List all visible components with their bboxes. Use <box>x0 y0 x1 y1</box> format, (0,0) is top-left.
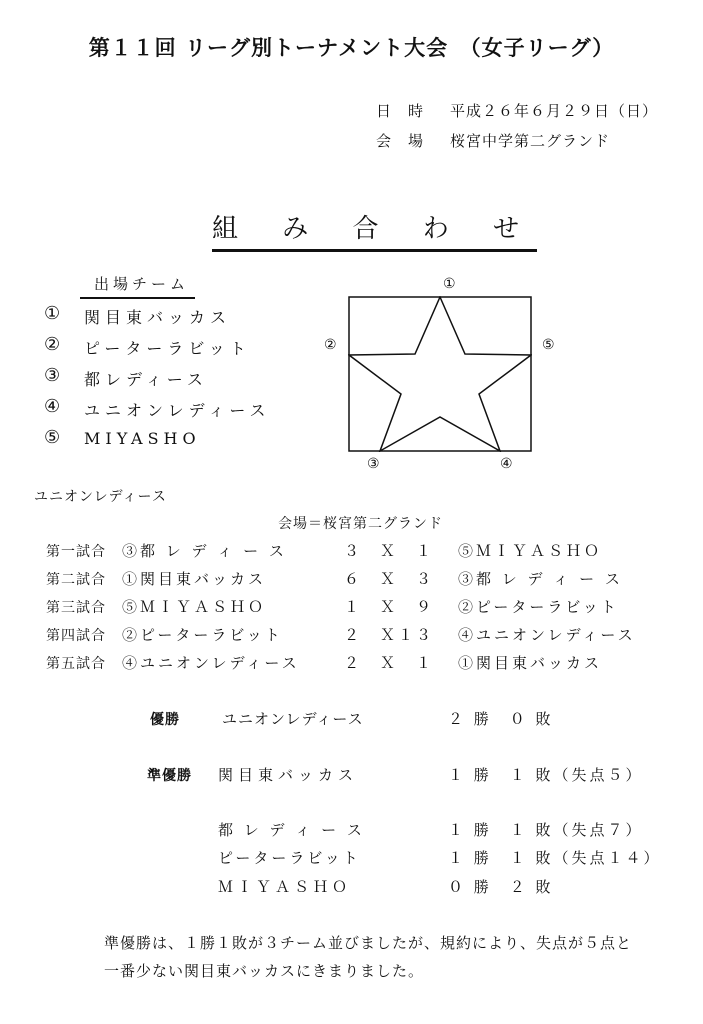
runner-up-team: 関目東バッカス <box>218 766 359 784</box>
winner-record: ２ 勝 ０ 敗 <box>448 710 554 728</box>
diagram-label-top: ① <box>443 276 456 292</box>
match-label: 第二試合 <box>46 572 106 588</box>
match-label: 第一試合 <box>46 544 106 560</box>
note-line-1: 準優勝は、１勝１敗が３チーム並びましたが、規約により、失点が５点と <box>104 934 633 952</box>
match-away: ④ユニオンレディース <box>458 626 636 644</box>
diagram-label-right: ⑤ <box>542 337 555 353</box>
match-away: ②ピーターラビット <box>458 598 619 616</box>
match-home: ②ピーターラビット <box>122 626 283 644</box>
standing-record: ０ 勝 ２ 敗 <box>448 878 554 896</box>
date-label: 日 時 <box>376 102 425 120</box>
venue-label: 会 場 <box>376 132 425 150</box>
league-name: ユニオンレディース <box>34 489 167 505</box>
match-home: ③都 レ デ ィ ー ス <box>122 542 287 560</box>
runner-up-record: １ 勝 １ 敗（失点５） <box>448 766 644 784</box>
standing-record: １ 勝 １ 敗（失点７） <box>448 821 644 839</box>
match-score: ６ Ｘ ３ <box>344 570 435 588</box>
winner-label: 優勝 <box>150 712 180 728</box>
runner-up-label: 準優勝 <box>147 768 192 784</box>
match-away: ①関目東バッカス <box>458 654 603 672</box>
match-home: ⑤ＭＩＹＡＳＨＯ <box>122 598 267 616</box>
match-score: ２ Ｘ１３ <box>344 626 435 644</box>
standing-record: １ 勝 １ 敗（失点１４） <box>448 849 662 867</box>
match-score: ２ Ｘ １ <box>344 654 435 672</box>
note-line-2: 一番少ない関目東バッカスにきまりました。 <box>104 962 425 980</box>
team-number: ⑤ <box>44 427 61 448</box>
team-name: 関目東バッカス <box>84 308 232 327</box>
match-home: ④ユニオンレディース <box>122 654 300 672</box>
standing-team: ピーターラビット <box>218 849 361 867</box>
diagram-label-bottom-right: ④ <box>500 456 513 472</box>
winner-team: ユニオンレディース <box>222 710 364 728</box>
match-label: 第五試合 <box>46 656 106 672</box>
page-title: 第１１回 リーグ別トーナメント大会 （女子リーグ） <box>88 36 615 60</box>
date-value: 平成２６年６月２９日（日） <box>450 102 659 120</box>
teams-title: 出場チーム <box>80 273 195 299</box>
match-label: 第三試合 <box>46 600 106 616</box>
standing-team: 都 レ デ ィ ー ス <box>218 821 365 839</box>
diagram-label-left: ② <box>324 337 337 353</box>
match-away: ⑤ＭＩＹＡＳＨＯ <box>458 542 603 560</box>
match-score: ３ Ｘ １ <box>344 542 435 560</box>
team-name: MIYASHO <box>84 429 201 448</box>
bracket-heading: 組 み 合 わ せ <box>212 208 537 252</box>
team-name: 都レディース <box>84 370 208 389</box>
match-venue: 会場＝桜宮第二グランド <box>278 516 443 532</box>
star-shape <box>349 297 531 451</box>
match-score: １ Ｘ ９ <box>344 598 435 616</box>
diagram-frame <box>349 297 531 451</box>
league-star-diagram <box>348 296 532 452</box>
team-name: ピーターラビット <box>84 339 251 358</box>
standing-team: ＭＩＹＡＳＨＯ <box>218 878 352 896</box>
match-away: ③都 レ デ ィ ー ス <box>458 570 623 588</box>
team-number: ③ <box>44 365 61 386</box>
venue-value: 桜宮中学第二グランド <box>450 132 611 150</box>
team-number: ② <box>44 334 61 355</box>
match-label: 第四試合 <box>46 628 106 644</box>
match-home: ①関目東バッカス <box>122 570 267 588</box>
team-name: ユニオンレディース <box>84 401 271 420</box>
team-number: ④ <box>44 396 61 417</box>
team-number: ① <box>44 303 61 324</box>
diagram-label-bottom-left: ③ <box>367 456 380 472</box>
